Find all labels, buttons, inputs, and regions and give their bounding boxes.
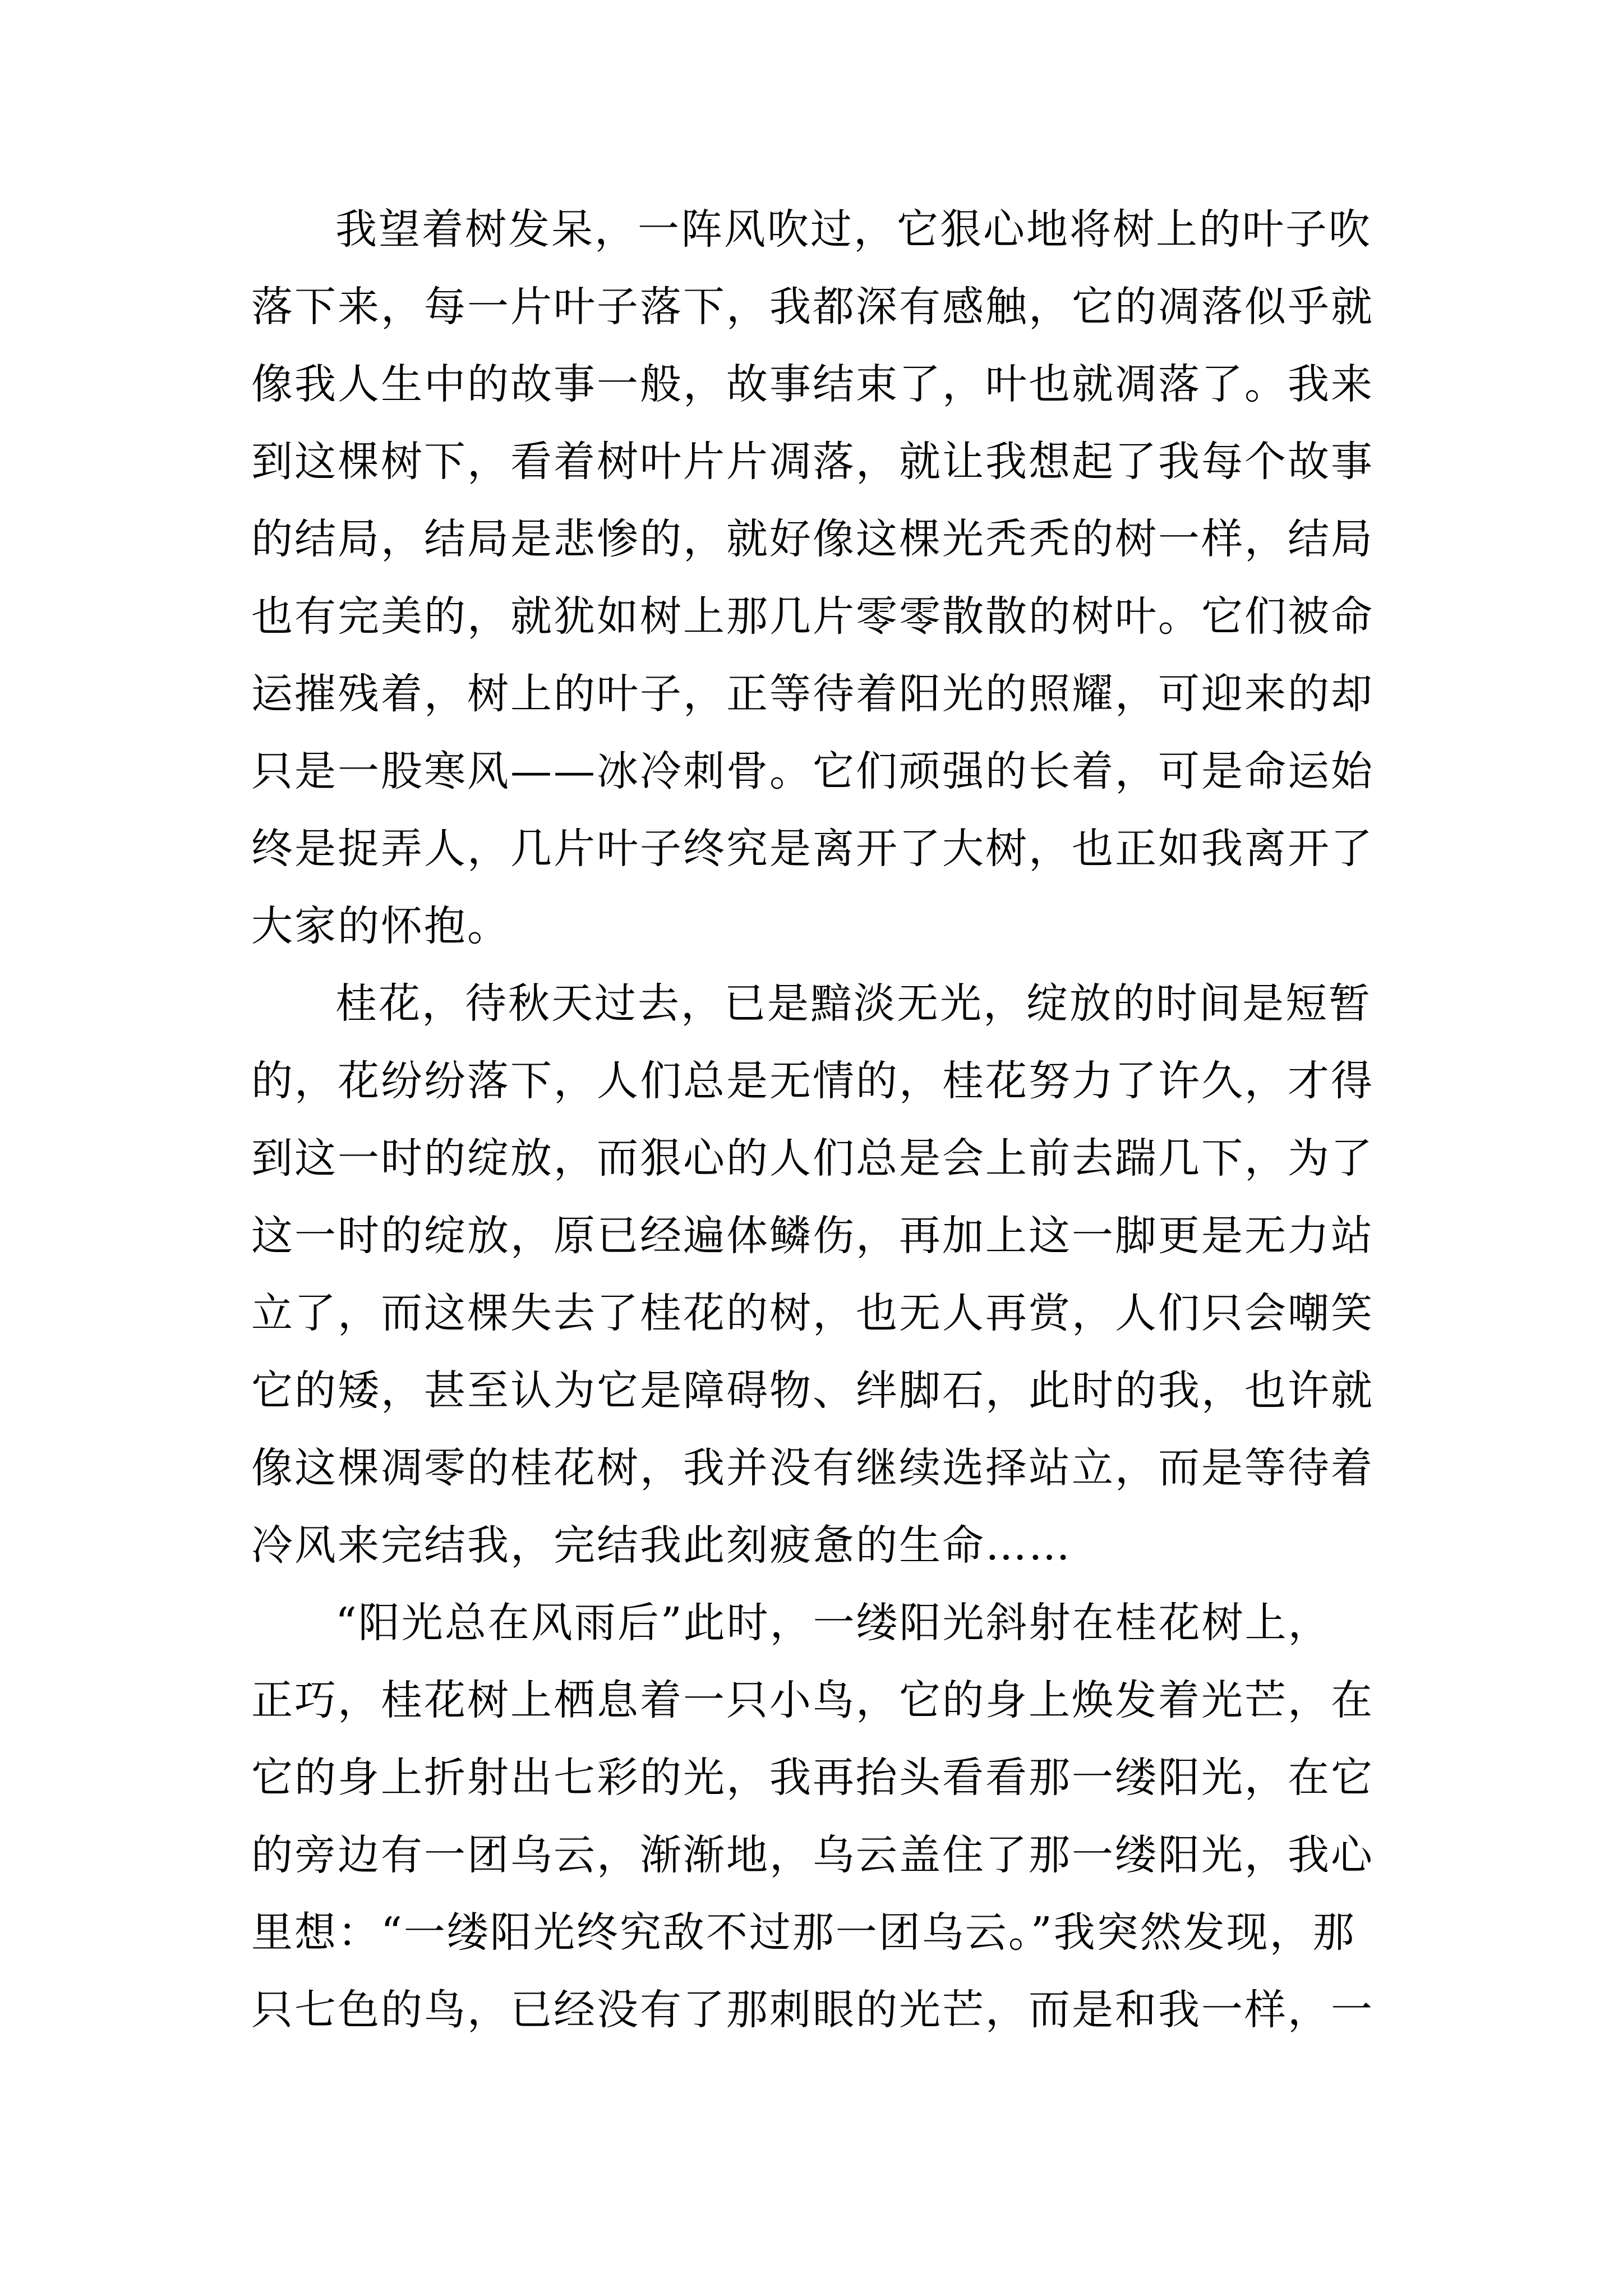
- paragraph-1: [251, 191, 1378, 965]
- text-line: 的结局，结局是悲惨的，就好像这棵光秃秃的树一样，结局: [251, 515, 1374, 563]
- text-line: 也有完美的，就犹如树上那几片零零散散的树叶。它们被命: [251, 592, 1374, 641]
- text-line: 像这棵凋零的桂花树，我并没有继续选择站立，而是等待着: [251, 1444, 1374, 1492]
- paragraph-2: [251, 965, 1378, 1584]
- text-line: 冷风来完结我，完结我此刻疲惫的生命……: [251, 1521, 1072, 1570]
- text-line: 桂花，待秋天过去，已是黯淡无光，绽放的时间是短暂: [335, 979, 1372, 1028]
- text-line: 立了，而这棵失去了桂花的树，也无人再赏，人们只会嘲笑: [251, 1289, 1374, 1337]
- text-line: “阳光总在风雨后”此时，一缕阳光斜射在桂花树上，: [335, 1599, 1331, 1647]
- text-line: 终是捉弄人，几片叶子终究是离开了大树，也正如我离开了: [251, 825, 1374, 873]
- text-line: 大家的怀抱。: [251, 902, 510, 950]
- text-line: 运摧残着，树上的叶子，正等待着阳光的照耀，可迎来的却: [251, 670, 1374, 718]
- text-line: 像我人生中的故事一般，故事结束了，叶也就凋落了。我来: [251, 360, 1374, 408]
- paragraph-3: [251, 1584, 1378, 2049]
- text-line: 落下来，每一片叶子落下，我都深有感触，它的凋落似乎就: [251, 283, 1374, 331]
- text-line: 到这一时的绽放，而狠心的人们总是会上前去踹几下，为了: [251, 1134, 1374, 1182]
- text-line: 里想：“一缕阳光终究敌不过那一团乌云。”我突然发现，那: [251, 1908, 1356, 1957]
- text-line: 它的矮，甚至认为它是障碍物、绊脚石，此时的我，也许就: [251, 1366, 1374, 1415]
- body-text: [251, 191, 1378, 2049]
- text-line: 到这棵树下，看着树叶片片凋落，就让我想起了我每个故事: [251, 438, 1374, 486]
- text-line: 这一时的绽放，原已经遍体鳞伤，再加上这一脚更是无力站: [251, 1212, 1374, 1260]
- text-line: 正巧，桂花树上栖息着一只小鸟，它的身上焕发着光芒，在: [251, 1676, 1374, 1724]
- text-line: 它的身上折射出七彩的光，我再抬头看看那一缕阳光，在它: [251, 1754, 1374, 1802]
- text-line: 的，花纷纷落下，人们总是无情的，桂花努力了许久，才得: [251, 1057, 1374, 1105]
- text-line: 我望着树发呆，一阵风吹过，它狠心地将树上的叶子吹: [335, 205, 1372, 254]
- text-line: 的旁边有一团乌云，渐渐地，乌云盖住了那一缕阳光，我心: [251, 1831, 1374, 1879]
- text-line: 只是一股寒风——冰冷刺骨。它们顽强的长着，可是命运始: [251, 747, 1374, 795]
- text-line: 只七色的鸟，已经没有了那刺眼的光芒，而是和我一样，一: [251, 1986, 1374, 2034]
